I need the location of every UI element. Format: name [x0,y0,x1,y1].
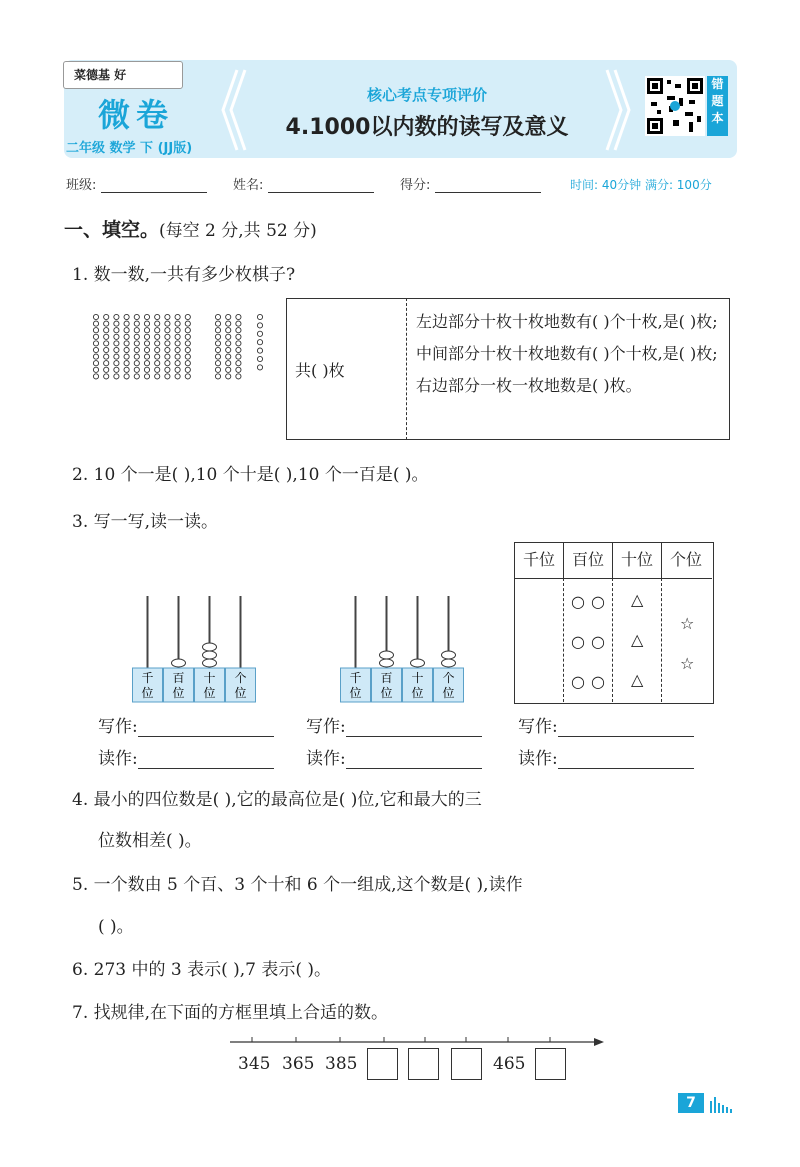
chess-piece [124,341,129,346]
chess-piece [165,328,170,333]
abacus-bead [380,659,394,667]
chess-piece [165,334,170,339]
chess-piece [257,340,262,345]
hundreds-circle-icon: ○ [591,632,605,651]
chess-pieces-figure [90,312,270,382]
read-2: 读作: [306,744,482,769]
chess-piece [236,321,241,326]
question-7: 7. 找规律,在下面的方框里填上合适的数。 [72,1003,389,1023]
chess-piece [93,314,98,319]
chess-piece [114,367,119,372]
abacus-2 [340,594,464,708]
question-5-line2: ( )。 [98,917,134,937]
page-title: 4.1000以内数的读写及意义 [285,115,569,140]
chess-piece [215,367,220,372]
abacus-bead [172,659,186,667]
read-3: 读作: [518,744,694,769]
chess-piece [236,334,241,339]
read-1: 读作: [98,744,274,769]
chess-piece [104,374,109,379]
chess-piece [134,321,139,326]
abacus-bead [203,659,217,667]
table-header-rule [514,578,712,579]
chess-piece [185,347,190,352]
chess-piece [144,354,149,359]
chess-piece [257,331,262,336]
abacus-place-suffix: 位 [349,686,362,700]
chess-piece [175,367,180,372]
chess-piece [124,361,129,366]
chess-piece [215,341,220,346]
chess-piece [155,367,160,372]
hundreds-circle-icon: ○ [571,592,585,611]
chess-piece [165,314,170,319]
tens-triangle-icon: △ [631,630,644,649]
number-line-blank-box[interactable] [535,1048,566,1080]
chess-piece [114,321,119,326]
abacus-place-suffix: 位 [141,686,154,700]
chess-piece [93,347,98,352]
chess-piece [226,341,231,346]
chess-piece [236,341,241,346]
chess-piece [215,347,220,352]
chess-piece [144,367,149,372]
chess-piece [93,341,98,346]
chess-piece [124,374,129,379]
chess-piece [114,341,119,346]
chess-piece [257,348,262,353]
question-5-line1: 5. 一个数由 5 个百、3 个十和 6 个一组成,这个数是( ),读作 [72,875,523,895]
error-book-label: 错题本 [707,76,728,136]
chess-piece [134,354,139,359]
chess-piece [226,321,231,326]
chess-piece [93,367,98,372]
name-field: 姓名: [233,174,374,193]
chess-piece [226,367,231,372]
q1-total: 共( )枚 [295,361,345,380]
abacus-bead [203,643,217,651]
chess-piece [144,361,149,366]
chess-piece [104,321,109,326]
chess-piece [257,314,262,319]
chess-piece [175,328,180,333]
chess-piece [185,321,190,326]
chess-piece [215,321,220,326]
chess-piece [175,334,180,339]
chess-piece [134,341,139,346]
chess-piece [175,347,180,352]
chess-piece [93,321,98,326]
chess-piece [124,354,129,359]
number-line-value: 465 [493,1054,526,1074]
tens-triangle-icon: △ [631,590,644,609]
chess-piece [155,341,160,346]
q1-explanation: 左边部分十枚十枚地数有( )个十枚,是( )枚;中间部分十枚十枚地数有( )个十枚,是( )枚;右边部分一枚一枚地数是( )枚。 [416,312,718,395]
chess-piece [114,347,119,352]
number-line-blank-box[interactable] [451,1048,482,1080]
chess-piece [165,361,170,366]
publisher-logo: 菜德基 好 [74,68,127,82]
chess-piece [104,354,109,359]
chess-piece [124,367,129,372]
chess-piece [144,347,149,352]
abacus-place-label: 个 [442,671,455,685]
chess-piece [134,347,139,352]
chess-piece [215,374,220,379]
section-title: 一、填空。(每空 2 分,共 52 分) [64,219,317,241]
abacus-place-suffix: 位 [203,686,216,700]
chess-piece [175,361,180,366]
chess-piece [134,328,139,333]
abacus-bead [411,659,425,667]
qr-code-icon [645,76,705,136]
chess-piece [236,347,241,352]
chess-piece [236,354,241,359]
chess-piece [226,328,231,333]
chess-piece [104,347,109,352]
page-number: 7 [678,1093,704,1113]
chess-piece [185,341,190,346]
abacus-place-label: 百 [380,671,393,685]
chess-piece [134,334,139,339]
chess-piece [257,323,262,328]
chess-piece [124,328,129,333]
chess-piece [215,334,220,339]
ones-star-icon: ☆ [680,614,695,633]
chess-piece [144,314,149,319]
chess-piece [155,374,160,379]
page-bars-icon [708,1093,738,1113]
chess-piece [236,367,241,372]
time-score-info: 时间: 40分钟 满分: 100分 [570,178,712,192]
chess-piece [114,361,119,366]
chess-piece [226,361,231,366]
chess-piece [226,347,231,352]
chess-piece [93,334,98,339]
abacus-bead [203,651,217,659]
chess-piece [124,314,129,319]
chess-piece [155,361,160,366]
question-1: 1. 数一数,一共有多少枚棋子? [72,265,296,285]
chess-piece [155,334,160,339]
abacus-place-label: 百 [172,671,185,685]
chess-piece [93,361,98,366]
chess-piece [114,354,119,359]
abacus-place-suffix: 位 [442,686,455,700]
chess-piece [175,374,180,379]
chess-piece [165,347,170,352]
hundreds-circle-icon: ○ [591,592,605,611]
banner-subtitle: 核心考点专项评价 [366,86,487,104]
score-field: 得分: [400,174,541,193]
chess-piece [185,328,190,333]
chess-piece [155,321,160,326]
number-line-value: 365 [282,1054,315,1074]
question-6: 6. 273 中的 3 表示( ),7 表示( )。 [72,960,332,980]
chess-piece [236,314,241,319]
chess-piece [215,328,220,333]
grade-label: 二年级 数学 下 (JJ版) [66,141,193,156]
chess-piece [175,314,180,319]
chess-piece [165,354,170,359]
number-line-value: 385 [325,1054,358,1074]
ones-star-icon: ☆ [680,654,695,673]
chess-piece [134,367,139,372]
question-2: 2. 10 个一是( ),10 个十是( ),10 个一百是( )。 [72,465,429,485]
tens-triangle-icon: △ [631,670,644,689]
chess-piece [124,334,129,339]
chess-piece [165,321,170,326]
chess-piece [185,354,190,359]
write-3: 写作: [518,712,694,737]
q1-divider [406,298,407,440]
chess-piece [93,354,98,359]
chess-piece [144,341,149,346]
chess-piece [236,328,241,333]
chess-piece [104,328,109,333]
chess-piece [134,314,139,319]
chess-piece [215,354,220,359]
abacus-place-suffix: 位 [380,686,393,700]
chess-piece [175,354,180,359]
chess-piece [104,334,109,339]
hundreds-circle-icon: ○ [571,672,585,691]
write-1: 写作: [98,712,274,737]
question-4-line2: 位数相差( )。 [98,831,202,851]
chess-piece [215,361,220,366]
abacus-place-label: 个 [234,671,247,685]
chess-piece [144,374,149,379]
chess-piece [134,361,139,366]
chess-piece [124,347,129,352]
abacus-place-label: 千 [141,671,154,685]
chess-piece [144,334,149,339]
chess-piece [165,374,170,379]
chess-piece [114,328,119,333]
abacus-place-label: 千 [349,671,362,685]
chess-piece [257,356,262,361]
hundreds-circle-icon: ○ [571,632,585,651]
chess-piece [165,367,170,372]
abacus-bead [442,651,456,659]
chess-piece [124,321,129,326]
table-header-thousands: 千位 [522,550,555,569]
chess-piece [226,334,231,339]
table-header-hundreds: 百位 [571,550,604,569]
table-header-ones: 个位 [669,550,702,569]
abacus-place-label: 十 [203,671,216,685]
chess-piece [185,374,190,379]
chess-piece [175,321,180,326]
chess-piece [215,314,220,319]
number-line-blank-box[interactable] [408,1048,439,1080]
chess-piece [155,347,160,352]
question-4-line1: 4. 最小的四位数是( ),它的最高位是( )位,它和最大的三 [72,790,482,810]
chess-piece [257,365,262,370]
chess-piece [185,314,190,319]
abacus-bead [442,659,456,667]
table-header-tens: 十位 [620,550,653,569]
chess-piece [185,334,190,339]
chess-piece [175,341,180,346]
chess-piece [185,367,190,372]
chess-piece [104,367,109,372]
chess-piece [226,314,231,319]
chess-piece [236,374,241,379]
brand-title: 微卷 [98,96,175,134]
chess-piece [155,314,160,319]
chess-piece [155,328,160,333]
class-field: 班级: [66,174,207,193]
chess-piece [104,341,109,346]
number-line-blank-box[interactable] [367,1048,398,1080]
question-3: 3. 写一写,读一读。 [72,512,219,532]
chess-piece [104,314,109,319]
number-line-value: 345 [238,1054,271,1074]
chess-piece [165,341,170,346]
write-2: 写作: [306,712,482,737]
abacus-place-suffix: 位 [172,686,185,700]
hundreds-circle-icon: ○ [591,672,605,691]
chess-piece [114,314,119,319]
chess-piece [226,374,231,379]
abacus-1 [132,594,256,708]
chess-piece [185,361,190,366]
chess-piece [114,334,119,339]
chess-piece [93,328,98,333]
chess-piece [226,354,231,359]
chess-piece [236,361,241,366]
abacus-place-suffix: 位 [411,686,424,700]
abacus-place-suffix: 位 [234,686,247,700]
chess-piece [114,374,119,379]
chess-piece [134,374,139,379]
abacus-place-label: 十 [411,671,424,685]
chess-piece [144,321,149,326]
chess-piece [155,354,160,359]
chess-piece [104,361,109,366]
chess-piece [93,374,98,379]
abacus-bead [380,651,394,659]
chess-piece [144,328,149,333]
